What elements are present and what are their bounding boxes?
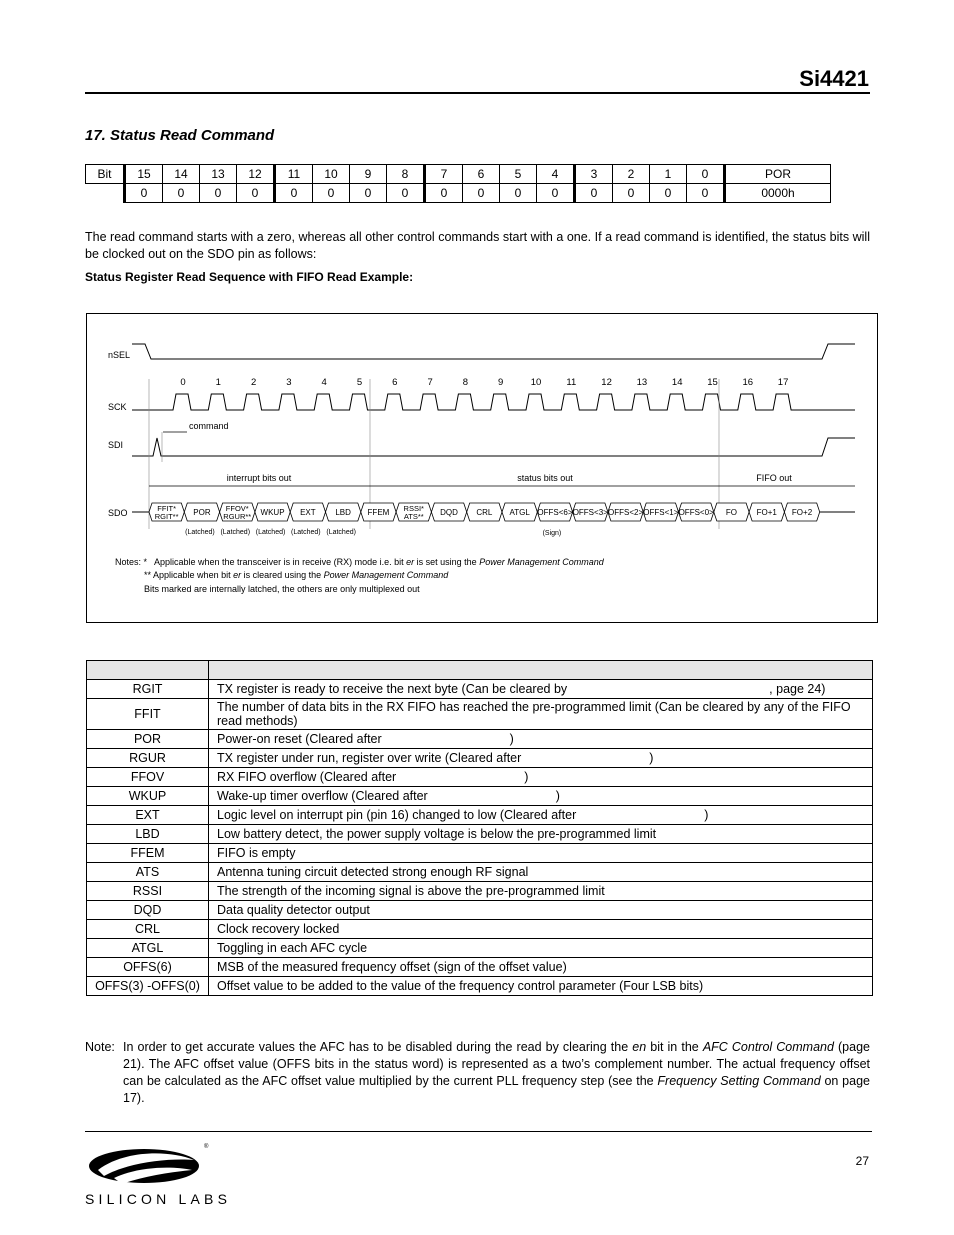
value-row (86, 184, 831, 203)
header-rule (85, 92, 870, 94)
value-cell: 0 (463, 184, 500, 203)
bit-cell: 3 (575, 165, 613, 184)
notes-label: Notes: * (115, 557, 148, 567)
table-row (87, 699, 873, 730)
sdo-cell-label: WKUP (260, 508, 285, 517)
bit-name: WKUP (87, 787, 209, 806)
bit-name: POR (87, 730, 209, 749)
sdo-cell-label: DQD (440, 508, 458, 517)
value-cell: 0 (200, 184, 237, 203)
table-row (87, 977, 873, 996)
table-row (87, 768, 873, 787)
latched-label: (Latched) (326, 529, 356, 536)
bit-name: LBD (87, 825, 209, 844)
table-row (87, 844, 873, 863)
bit-description: Power-on reset (Cleared after ) (209, 730, 873, 749)
latched-label: (Latched) (255, 529, 286, 536)
bit-cell: 12 (237, 165, 275, 184)
clock-number: 0 (180, 377, 186, 388)
note-text: In order to get accurate values the AFC has to be disabled during the read by clearing the en bit in the AFC Control Command (page 21). The AFC offset value (OFFS bits in the status word) is represented as a two’s complement number. The actual frequency offset can be calculated as the AFC offset value multiplied by the current PLL frequency step (see the Frequency Setting Command on page 17). (123, 1040, 870, 1105)
bit-description: Offset value to be added to the value of the frequency control parameter (Four LSB bits) (209, 977, 873, 996)
bit-name: FFOV (87, 768, 209, 787)
value-cell: 0 (575, 184, 613, 203)
bit-table (85, 164, 831, 203)
bit-cell: 2 (613, 165, 650, 184)
clock-number: 11 (566, 377, 577, 388)
clock-number: 8 (462, 377, 469, 388)
table-row (87, 730, 873, 749)
bit-description: TX register is ready to receive the next byte (Can be cleared by , page 24) (209, 680, 873, 699)
interrupt-label: interrupt bits out (226, 473, 292, 483)
sdo-cell-label: ATS** (403, 512, 424, 521)
bit-cell: 1 (650, 165, 687, 184)
table-row (87, 920, 873, 939)
signal-label: nSEL (108, 350, 131, 360)
bit-name: CRL (87, 920, 209, 939)
bit-description: The strength of the incoming signal is above the pre-programmed limit (209, 882, 873, 901)
note-line-2: ** Applicable when bit er is cleared using the Power Management Command (144, 570, 449, 580)
table-row (87, 787, 873, 806)
table-row (87, 958, 873, 977)
timing-diagram (86, 313, 878, 623)
bit-name: RSSI (87, 882, 209, 901)
bit-description: Low battery detect, the power supply voltage is below the pre-programmed limit (209, 825, 873, 844)
logo-wordmark: SILICON LABS (85, 1191, 232, 1207)
signal-label: SDI (108, 440, 124, 450)
sdo-cell-label: FFEM (367, 508, 390, 517)
table-row (87, 863, 873, 882)
clock-number: 15 (707, 377, 718, 388)
bit-name: OFFS(6) (87, 958, 209, 977)
por-label: POR (725, 165, 831, 184)
table-header (87, 661, 873, 680)
bit-cell: 4 (537, 165, 575, 184)
sdo-cell-label: OFFS<1> (643, 508, 679, 517)
bit-label: Bit (86, 165, 125, 184)
bit-name: EXT (87, 806, 209, 825)
clock-number: 5 (356, 377, 363, 388)
value-cell: 0 (313, 184, 350, 203)
bit-cell: 13 (200, 165, 237, 184)
bit-description: RX FIFO overflow (Cleared after ) (209, 768, 873, 787)
bit-cell: 7 (425, 165, 463, 184)
clock-number: 4 (321, 377, 327, 388)
page-number: 27 (855, 1154, 869, 1168)
latched-label: (Latched) (185, 529, 215, 536)
sdo-cell-label: FO (725, 508, 738, 517)
fifo-label: FIFO out (756, 473, 792, 483)
table-row (87, 882, 873, 901)
table-row (87, 939, 873, 958)
note-line-3: Bits marked are internally latched, the others are only multiplexed out (144, 584, 420, 594)
value-cell: 0 (425, 184, 463, 203)
bit-row (86, 165, 831, 184)
clock-number: 7 (427, 377, 433, 388)
bit-name: ATS (87, 863, 209, 882)
sign-label: (Sign) (542, 530, 562, 537)
silicon-labs-logo (84, 1140, 232, 1210)
clock-number: 9 (498, 377, 504, 388)
bit-cell: 5 (500, 165, 537, 184)
note-block (85, 1039, 870, 1107)
bit-cell: 15 (125, 165, 163, 184)
sdo-cell-label: FFIT* (157, 504, 177, 513)
sdo-cell-label: POR (193, 508, 211, 517)
clock-number: 16 (742, 377, 754, 388)
sdo-cell-label: FO+1 (756, 508, 777, 517)
bit-description: Toggling in each AFC cycle (209, 939, 873, 958)
clock-number: 1 (215, 377, 221, 388)
table-row (87, 680, 873, 699)
command-label: command (189, 421, 229, 431)
document-title: Si4421 (799, 66, 869, 91)
nsel-wave (132, 344, 855, 359)
value-cell: 0 (125, 184, 163, 203)
sdo-cell-label: OFFS<0> (678, 508, 714, 517)
por-value: 0000h (725, 184, 831, 203)
latched-label: (Latched) (220, 529, 251, 536)
bit-cell: 0 (687, 165, 725, 184)
value-cell: 0 (275, 184, 313, 203)
value-cell: 0 (537, 184, 575, 203)
sdo-cell-label: OFFS<2> (607, 508, 644, 517)
value-cell: 0 (500, 184, 537, 203)
table-row (87, 901, 873, 920)
sdo-cell-label: RGIT** (154, 512, 179, 521)
bit-name: FFIT (87, 699, 209, 730)
bit-description: Logic level on interrupt pin (pin 16) changed to low (Cleared after ) (209, 806, 873, 825)
sck-wave (132, 394, 855, 410)
clock-number: 2 (250, 377, 257, 388)
bit-name: FFEM (87, 844, 209, 863)
bit-description: Clock recovery locked (209, 920, 873, 939)
sdo-cell-label: OFFS<6> (537, 508, 573, 517)
clock-number: 3 (286, 377, 292, 388)
bit-description: Antenna tuning circuit detected strong enough RF signal (209, 863, 873, 882)
note-label: Note: (85, 1040, 115, 1054)
sdo-cell-label: ATGL (509, 508, 530, 517)
sdo-cell-label: CRL (476, 508, 493, 517)
value-cell: 0 (687, 184, 725, 203)
value-cell: 0 (387, 184, 425, 203)
bit-description: TX register under run, register over write (Cleared after ) (209, 749, 873, 768)
status-bit-table (86, 660, 873, 996)
footer-rule (85, 1131, 872, 1132)
sdo-cell-label: RSSI* (403, 504, 424, 513)
clock-number: 17 (777, 377, 789, 388)
registered-mark: ® (204, 1144, 209, 1150)
value-cell: 0 (350, 184, 387, 203)
bit-description: Wake-up timer overflow (Cleared after ) (209, 787, 873, 806)
value-cell: 0 (163, 184, 200, 203)
clock-number: 12 (601, 377, 612, 388)
intro-paragraph: The read command starts with a zero, whereas all other control commands start with a one. If a read command is identified, the status bits will be clocked out on the SDO pin as follows: (85, 230, 870, 261)
bit-description: FIFO is empty (209, 844, 873, 863)
value-cell: 0 (650, 184, 687, 203)
bit-cell: 9 (350, 165, 387, 184)
bit-cell: 11 (275, 165, 313, 184)
clock-number: 6 (392, 377, 398, 388)
bit-cell: 8 (387, 165, 425, 184)
status-label: status bits out (517, 473, 573, 483)
bit-cell: 14 (163, 165, 200, 184)
diagram-heading: Status Register Read Sequence with FIFO Read Example: (85, 270, 414, 284)
latched-label: (Latched) (291, 529, 321, 536)
bit-name: RGUR (87, 749, 209, 768)
table-row (87, 806, 873, 825)
value-cell: 0 (613, 184, 650, 203)
table-row (87, 825, 873, 844)
sdo-cell-label: LBD (335, 508, 351, 517)
bit-name: DQD (87, 901, 209, 920)
sdo-cell-label: OFFS<3> (572, 508, 608, 517)
bit-description: MSB of the measured frequency offset (sign of the offset value) (209, 958, 873, 977)
note-line-1: Applicable when the transceiver is in receive (RX) mode i.e. bit er is set using the Power Management Command (154, 557, 604, 567)
value-cell: 0 (237, 184, 275, 203)
sdo-cell-label: EXT (300, 508, 316, 517)
bit-name: OFFS(3) -OFFS(0) (87, 977, 209, 996)
bit-name: RGIT (87, 680, 209, 699)
signal-label: SCK (108, 402, 127, 412)
sdi-wave (132, 438, 855, 456)
clock-number: 14 (671, 377, 683, 388)
bit-description: The number of data bits in the RX FIFO has reached the pre-programmed limit (Can be cleared by any of the FIFO read methods) (209, 699, 873, 730)
section-title: 17. Status Read Command (85, 127, 275, 144)
table-row (87, 749, 873, 768)
clock-number: 13 (636, 377, 648, 388)
signal-label: SDO (108, 508, 128, 518)
sdo-cell-label: FFOV* (225, 504, 249, 513)
bit-description: Data quality detector output (209, 901, 873, 920)
bit-cell: 10 (313, 165, 350, 184)
sdo-cell-label: FO+2 (791, 508, 813, 517)
bit-cell: 6 (463, 165, 500, 184)
bit-name: ATGL (87, 939, 209, 958)
sdo-cell-label: RGUR** (223, 512, 252, 521)
clock-number: 10 (530, 377, 542, 388)
